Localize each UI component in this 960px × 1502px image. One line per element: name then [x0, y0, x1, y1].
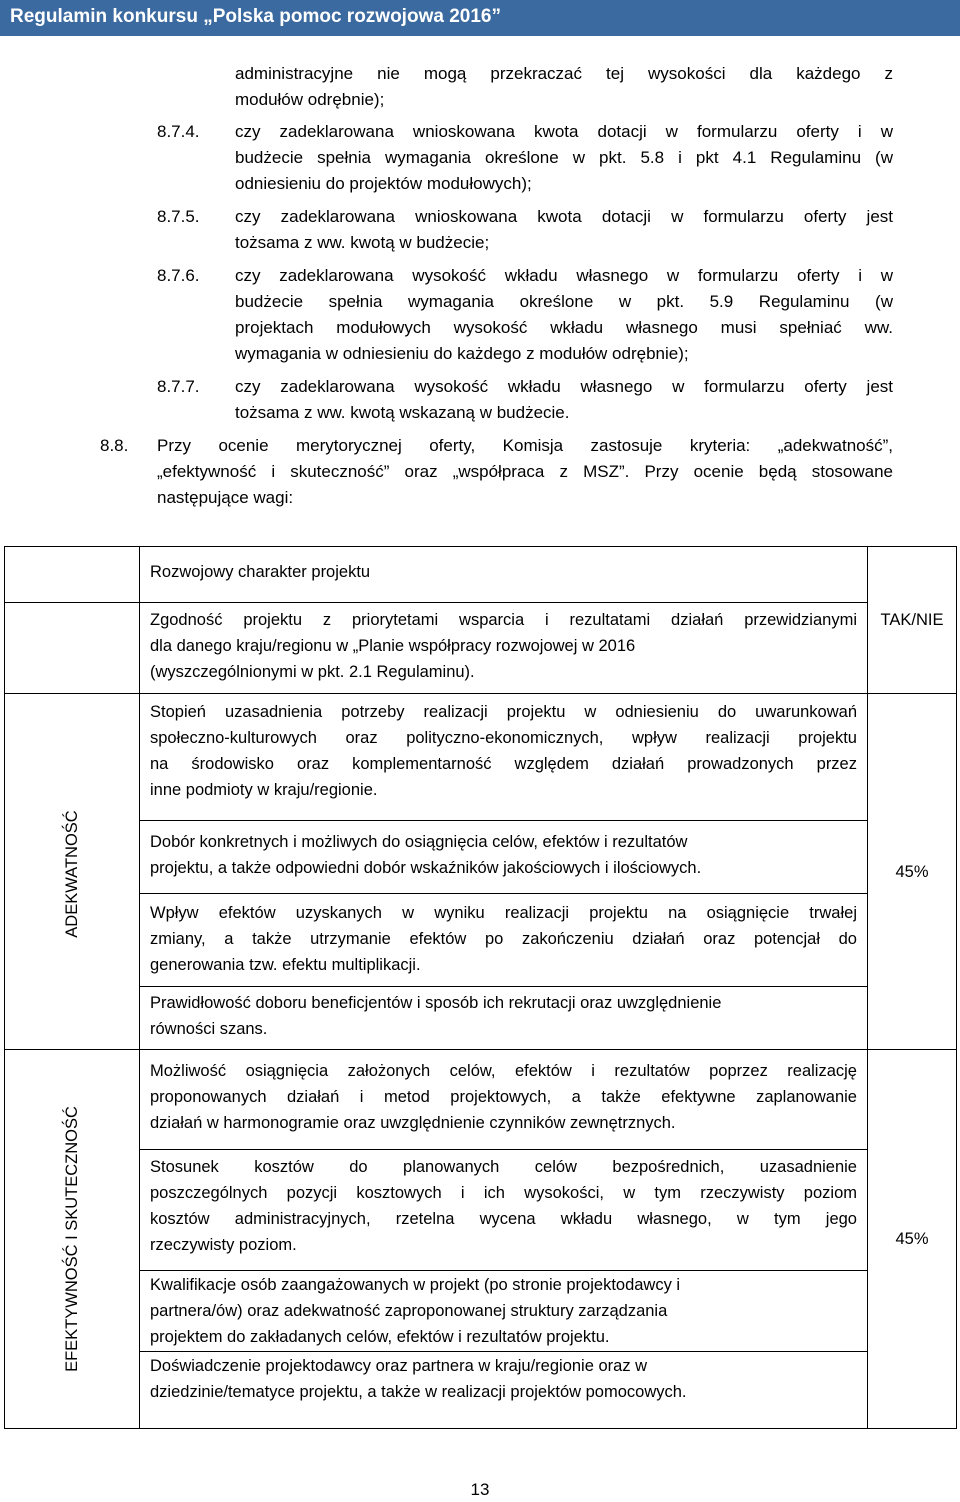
criterion-line: Wpływ efektów uzyskanych w wyniku realizacji projektu na osiągnięcie trwałej — [150, 904, 857, 922]
criterion-line: Dobór konkretnych i możliwych do osiągnięcia celów, efektów i rezultatów — [150, 833, 688, 851]
criterion-line: Doświadczenie projektodawcy oraz partnera w kraju/regionie oraz w — [150, 1357, 648, 1375]
criterion-cell — [140, 694, 868, 821]
item-line: budżecie spełnia wymagania określone w pkt. 5.9 Regulaminu (w — [235, 292, 893, 311]
criterion-line: rzeczywisty poziom. — [150, 1236, 297, 1254]
criterion-cell — [140, 821, 868, 894]
criterion-line: dziedzinie/tematyce projektu, a także w realizacji projektów pomocowych. — [150, 1383, 687, 1401]
criterion-cell — [140, 894, 868, 987]
paragraph-line: „efektywność i skuteczność” oraz „współpraca z MSZ”. Przy ocenie będą stosowane — [157, 462, 893, 481]
item-line: czy zadeklarowana wnioskowana kwota dotacji w formularzu oferty i w — [235, 122, 893, 141]
criterion-line: partnera/ów) oraz adekwatność zaproponowanej struktury zarządzania — [150, 1302, 668, 1320]
weight-adekwatnosc: 45% — [895, 862, 929, 881]
category-label: ADEKWATNOŚĆ — [63, 810, 81, 938]
item-line: projektach modułowych wysokość wkładu własnego musi spełniać ww. — [235, 318, 893, 337]
criterion-line: Kwalifikacje osób zaangażowanych w projekt (po stronie projektodawcy i — [150, 1276, 681, 1294]
criterion-line: projektu, a także odpowiedni dobór wskaźników jakościowych i ilościowych. — [150, 859, 702, 877]
section-title: Rozwojowy charakter projektu — [150, 563, 371, 581]
criterion-line: inne podmioty w kraju/regionie. — [150, 781, 378, 799]
criterion-line: Zgodność projektu z priorytetami wsparcia i rezultatami działań przewidzianymi — [150, 611, 857, 629]
criterion-line: równości szans. — [150, 1020, 268, 1038]
header-title: Regulamin konkursu „Polska pomoc rozwojowa 2016” — [10, 6, 501, 27]
criterion-line: proponowanych działań i metod projektowych, a także efektywne zaplanowanie — [150, 1088, 857, 1106]
criterion-line: zmiany, a także utrzymanie efektów po zakończeniu działań oraz potencjał do — [150, 930, 857, 948]
item-number: 8.7.6. — [157, 266, 200, 285]
item-line: tożsama z ww. kwotą w budżecie; — [235, 233, 490, 252]
criterion-cell — [140, 603, 868, 694]
category-cell-adekwatnosc — [5, 694, 140, 1050]
criterion-line: społeczno-kulturowych oraz polityczno-ekonomicznych, wpływ realizacji projektu — [150, 729, 857, 747]
category-label: EFEKTYWNOŚĆ I SKUTECZNOŚĆ — [63, 1106, 81, 1372]
weight-tak-nie: TAK/NIE — [880, 611, 944, 629]
item-line: czy zadeklarowana wysokość wkładu własnego w formularzu oferty jest — [235, 377, 893, 396]
criterion-line: dla danego kraju/regionu w „Planie współpracy rozwojowej w 2016 — [150, 637, 636, 655]
criterion-cell — [140, 987, 868, 1050]
criterion-cell — [140, 1150, 868, 1271]
empty-cell — [5, 547, 140, 603]
weight-cell — [868, 694, 957, 1050]
criterion-line: kosztów administracyjnych, rzetelna wycena wkładu własnego, w tym jego — [150, 1210, 857, 1228]
section-title-cell — [140, 547, 868, 603]
page-header — [0, 0, 960, 36]
item-number: 8.7.7. — [157, 377, 200, 396]
criterion-line: Stopień uzasadnienia potrzeby realizacji projektu w odniesieniu do uwarunkowań — [150, 703, 857, 721]
criterion-line: na środowisko oraz komplementarność względem działań prowadzonych przez — [150, 755, 857, 773]
intro-line: administracyjne nie mogą przekraczać tej wysokości dla każdego z — [235, 64, 893, 83]
item-line: tożsama z ww. kwotą wskazaną w budżecie. — [235, 403, 570, 422]
item-line: odniesieniu do projektów modułowych); — [235, 174, 532, 193]
criterion-line: działań w harmonogramie oraz uwzględnienie czynników zewnętrznych. — [150, 1114, 676, 1132]
criterion-line: poszczególnych pozycji kosztowych i ich wysokości, w tym rzeczywisty poziom — [150, 1184, 857, 1202]
paragraph-number: 8.8. — [100, 436, 129, 455]
paragraph-line: Przy ocenie merytorycznej oferty, Komisja zastosuje kryteria: „adekwatność”, — [157, 436, 893, 455]
item-line: wymagania w odniesieniu do każdego z modułów odrębnie); — [235, 344, 689, 363]
item-line: budżecie spełnia wymagania określone w pkt. 5.8 i pkt 4.1 Regulaminu (w — [235, 148, 893, 167]
item-number: 8.7.4. — [157, 122, 200, 141]
criterion-line: generowania tzw. efektu multiplikacji. — [150, 956, 421, 974]
page-number: 13 — [470, 1480, 490, 1499]
weight-cell — [868, 1050, 957, 1429]
criterion-line: Możliwość osiągnięcia założonych celów, efektów i rezultatów poprzez realizację — [150, 1062, 857, 1080]
criterion-cell — [140, 1050, 868, 1150]
criterion-line: Prawidłowość doboru beneficjentów i sposób ich rekrutacji oraz uwzględnienie — [150, 994, 722, 1012]
criteria-table — [4, 546, 957, 1429]
item-number: 8.7.5. — [157, 207, 200, 226]
criterion-line: (wyszczególnionymi w pkt. 2.1 Regulaminu). — [150, 663, 475, 681]
weight-cell — [868, 547, 957, 694]
item-line: czy zadeklarowana wnioskowana kwota dotacji w formularzu oferty jest — [235, 207, 893, 226]
criterion-line: Stosunek kosztów do planowanych celów bezpośrednich, uzasadnienie — [150, 1158, 857, 1176]
paragraph-line: następujące wagi: — [157, 488, 294, 507]
intro-line: modułów odrębnie); — [235, 90, 385, 109]
empty-cell — [5, 603, 140, 694]
category-cell-efektywnosc — [5, 1050, 140, 1429]
item-line: czy zadeklarowana wysokość wkładu własnego w formularzu oferty i w — [235, 266, 893, 285]
weight-efektywnosc: 45% — [895, 1230, 929, 1248]
criterion-cell — [140, 1271, 868, 1352]
criterion-line: projektem do zakładanych celów, efektów i rezultatów projektu. — [150, 1328, 610, 1346]
criterion-cell — [140, 1352, 868, 1429]
